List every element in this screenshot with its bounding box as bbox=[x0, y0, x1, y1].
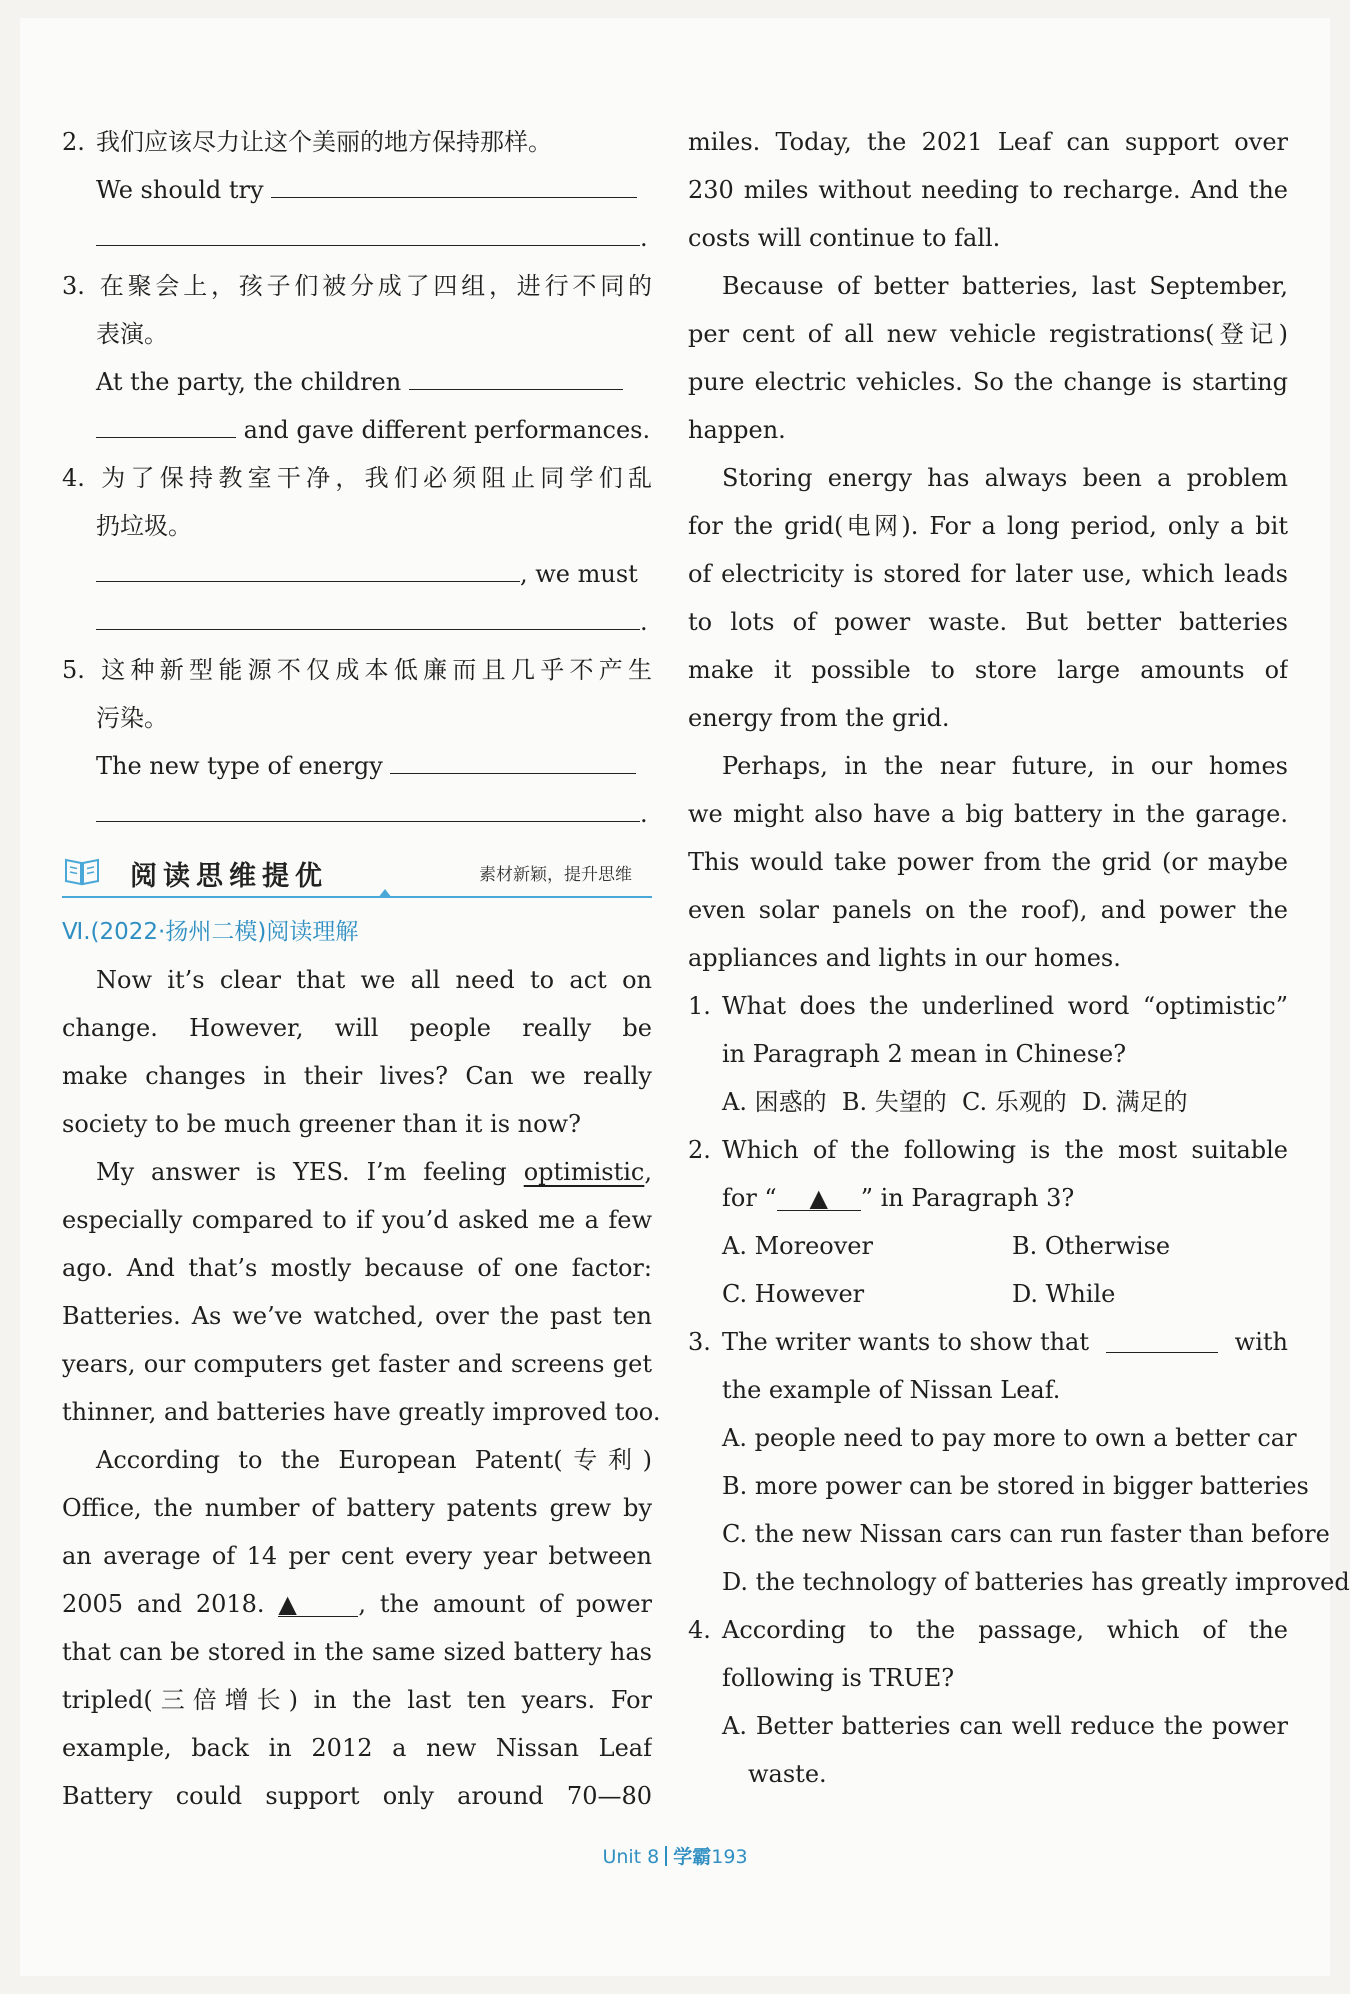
translation-q2-cn: 2. 我们应该尽力让这个美丽的地方保持那样。 bbox=[62, 128, 552, 156]
translation-q3-en: At the party, the children bbox=[62, 358, 652, 406]
option-b[interactable]: B. more power can be stored in bigger batteries bbox=[722, 1472, 1309, 1500]
passage-line: Batteries. As we’ve watched, over the past ten bbox=[62, 1302, 652, 1330]
question-3-line2: the example of Nissan Leaf. bbox=[722, 1376, 1061, 1404]
passage-line: Now it’s clear that we all need to act on bbox=[96, 966, 652, 994]
option-a[interactable]: A. Moreover bbox=[722, 1232, 873, 1260]
answer-blank[interactable] bbox=[96, 607, 640, 630]
question-1: 1. What does the underlined word “optimistic” bbox=[688, 992, 1288, 1020]
answer-blank[interactable] bbox=[1106, 1330, 1218, 1353]
translation-q3-cn: 3. 在聚会上，孩子们被分成了四组，进行不同的 bbox=[62, 272, 652, 300]
page-footer bbox=[0, 1842, 1350, 1869]
translation-q3-line2: and gave different performances. bbox=[62, 406, 652, 454]
passage-line: happen. bbox=[688, 416, 786, 444]
option-d[interactable]: D. While bbox=[1012, 1280, 1116, 1308]
answer-blank[interactable] bbox=[409, 367, 623, 390]
translation-q5-cn: 5. 这种新型能源不仅成本低廉而且几乎不产生 bbox=[62, 656, 652, 684]
blank-triangle[interactable]: ▲ bbox=[777, 1186, 861, 1211]
underlined-word: optimistic bbox=[523, 1158, 645, 1186]
option-d[interactable]: D. the technology of batteries has greatly improved bbox=[722, 1568, 1350, 1596]
option-a-cont: waste. bbox=[748, 1760, 827, 1788]
passage-line: an average of 14 per cent every year between bbox=[62, 1542, 652, 1570]
exercise-label: Ⅵ.(2022·扬州二模)阅读理解 bbox=[62, 919, 359, 945]
passage-line: thinner, and batteries have greatly improved too. bbox=[62, 1398, 661, 1426]
passage-line: My answer is YES. I’m feeling optimistic, bbox=[96, 1158, 652, 1186]
passage-line: make it possible to store large amounts of bbox=[688, 656, 1288, 684]
translation-q2-line2: . bbox=[62, 214, 652, 262]
question-3: 3. The writer wants to show that with bbox=[688, 1328, 1288, 1356]
option-b[interactable]: B. Otherwise bbox=[1012, 1232, 1171, 1260]
answer-blank[interactable] bbox=[390, 751, 636, 774]
passage-line: pure electric vehicles. So the change is starting bbox=[688, 368, 1288, 396]
passage-line: miles. Today, the 2021 Leaf can support over bbox=[688, 128, 1288, 156]
passage-line: make changes in their lives? Can we really bbox=[62, 1062, 652, 1090]
passage-line: Because of better batteries, last September, bbox=[722, 272, 1288, 300]
question-2-line2: for “ ▲ ” in Paragraph 3? bbox=[722, 1184, 1075, 1212]
answer-blank[interactable] bbox=[96, 559, 520, 582]
blank-triangle[interactable]: ▲ bbox=[278, 1592, 358, 1617]
passage-line: of electricity is stored for later use, which leads bbox=[688, 560, 1288, 588]
section-subtitle: 素材新颖，提升思维 bbox=[479, 865, 632, 885]
translation-q3-cn2: 表演。 bbox=[96, 320, 168, 348]
option-c[interactable]: C. the new Nissan cars can run faster than before bbox=[722, 1520, 1330, 1548]
passage-line: appliances and lights in our homes. bbox=[688, 944, 1121, 972]
book-icon bbox=[64, 856, 100, 886]
passage-line: This would take power from the grid (or maybe bbox=[688, 848, 1288, 876]
answer-blank[interactable] bbox=[271, 175, 637, 198]
question-2-options-row1 bbox=[688, 1222, 1288, 1270]
translation-q4-cn: 4. 为了保持教室干净，我们必须阻止同学们乱 bbox=[62, 464, 652, 492]
passage-line: According to the European Patent(专利) bbox=[96, 1446, 652, 1474]
passage-line: Perhaps, in the near future, in our homes bbox=[722, 752, 1288, 780]
passage-line: especially compared to if you’d asked me a few bbox=[62, 1206, 652, 1234]
translation-q4-cn2: 扔垃圾。 bbox=[96, 512, 192, 540]
section-rule bbox=[62, 896, 652, 898]
question-4-line2: following is TRUE? bbox=[722, 1664, 955, 1692]
option-a[interactable]: A. Better batteries can well reduce the power bbox=[722, 1712, 1288, 1740]
question-2: 2. Which of the following is the most suitable bbox=[688, 1136, 1288, 1164]
passage-line: that can be stored in the same sized battery has bbox=[62, 1638, 652, 1666]
question-2-options-row2 bbox=[688, 1270, 1288, 1318]
passage-line: years, our computers get faster and screens get bbox=[62, 1350, 652, 1378]
translation-q4-en: , we must bbox=[62, 550, 652, 598]
passage-line: 2005 and 2018. ▲ , the amount of power bbox=[62, 1590, 652, 1618]
passage-line: even solar panels on the roof), and power the bbox=[688, 896, 1288, 924]
footer-unit: Unit 8 bbox=[602, 1846, 660, 1868]
translation-q5-en: The new type of energy bbox=[62, 742, 652, 790]
passage-line: energy from the grid. bbox=[688, 704, 950, 732]
translation-q4-line2: . bbox=[62, 598, 652, 646]
answer-blank[interactable] bbox=[96, 799, 640, 822]
translation-q2-en: We should try bbox=[62, 166, 652, 214]
passage-line: costs will continue to fall. bbox=[688, 224, 1001, 252]
answer-blank[interactable] bbox=[96, 223, 640, 246]
answer-blank[interactable] bbox=[96, 415, 236, 438]
left-column bbox=[62, 118, 661, 1820]
translation-q5-line2: . bbox=[62, 790, 652, 838]
footer-brand: 学霸 bbox=[673, 1846, 712, 1868]
passage-line: example, back in 2012 a new Nissan Leaf bbox=[62, 1734, 652, 1762]
option-a[interactable]: A. people need to pay more to own a better car bbox=[722, 1424, 1297, 1452]
section-title: 阅读思维提优 bbox=[130, 861, 328, 892]
question-4: 4. According to the passage, which of the bbox=[688, 1616, 1288, 1644]
passage-line: we might also have a big battery in the garage. bbox=[688, 800, 1288, 828]
section-header bbox=[62, 844, 652, 902]
passage-line: Office, the number of battery patents grew by bbox=[62, 1494, 652, 1522]
option-c[interactable]: C. However bbox=[722, 1280, 865, 1308]
passage-line: per cent of all new vehicle registrations(登记) bbox=[688, 320, 1288, 348]
right-column bbox=[688, 118, 1350, 1798]
passage-line: change. However, will people really be bbox=[62, 1014, 652, 1042]
passage-line: for the grid(电网). For a long period, only a bit bbox=[688, 512, 1288, 540]
passage-line: Battery could support only around 70—80 bbox=[62, 1782, 652, 1810]
passage-line: society to be much greener than it is now? bbox=[62, 1110, 581, 1138]
footer-divider bbox=[665, 1846, 667, 1866]
question-1-line2: in Paragraph 2 mean in Chinese? bbox=[722, 1040, 1127, 1068]
passage-line: 230 miles without needing to recharge. And the bbox=[688, 176, 1288, 204]
translation-q5-cn2: 污染。 bbox=[96, 704, 168, 732]
passage-line: Storing energy has always been a problem bbox=[722, 464, 1288, 492]
passage-line: tripled(三倍增长) in the last ten years. For bbox=[62, 1686, 652, 1714]
passage-line: to lots of power waste. But better batteries bbox=[688, 608, 1288, 636]
question-1-options[interactable]: A. 困惑的 B. 失望的 C. 乐观的 D. 满足的 bbox=[722, 1088, 1188, 1116]
passage-line: ago. And that’s mostly because of one factor: bbox=[62, 1254, 652, 1282]
page-number: 193 bbox=[711, 1846, 748, 1868]
section-rule-notch bbox=[378, 889, 392, 898]
